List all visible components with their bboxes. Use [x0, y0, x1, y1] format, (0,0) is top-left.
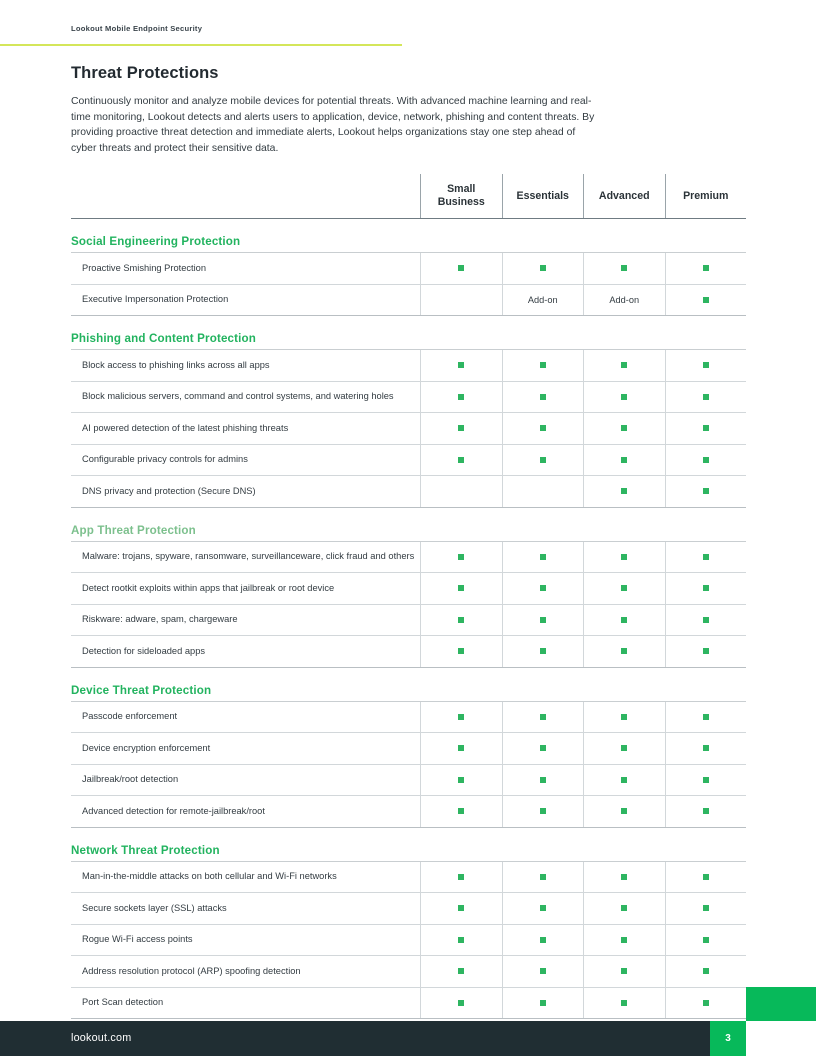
check-square-icon — [703, 488, 709, 494]
cell-included — [665, 636, 747, 667]
check-square-icon — [458, 648, 464, 654]
cell-addon: Add-on — [502, 285, 584, 316]
page-number-badge: 3 — [710, 1021, 746, 1056]
check-square-icon — [458, 968, 464, 974]
cell-included — [665, 796, 747, 827]
cell-included — [583, 476, 665, 507]
table-header-plan-advanced: Advanced — [583, 174, 665, 218]
feature-label: Advanced detection for remote-jailbreak/root — [82, 805, 265, 816]
section-header-social-engineering-protection — [71, 219, 746, 253]
feature-label: Detect rootkit exploits within apps that jailbreak or root device — [82, 582, 335, 593]
cell-included — [420, 862, 502, 893]
check-square-icon — [703, 265, 709, 271]
check-square-icon — [621, 937, 627, 943]
check-square-icon — [703, 874, 709, 880]
table-row — [71, 573, 746, 605]
check-square-icon — [458, 777, 464, 783]
check-square-icon — [621, 808, 627, 814]
cell-included — [583, 796, 665, 827]
cell-included — [583, 605, 665, 636]
check-square-icon — [621, 714, 627, 720]
cell-included — [502, 988, 584, 1019]
cell-included — [502, 925, 584, 956]
check-square-icon — [458, 425, 464, 431]
section-title-label: Network Threat Protection — [71, 843, 220, 857]
check-square-icon — [703, 808, 709, 814]
cell-included — [583, 733, 665, 764]
cell-included — [420, 350, 502, 381]
check-square-icon — [621, 617, 627, 623]
page-intro-block — [71, 64, 747, 156]
plan-comparison-table — [71, 174, 746, 1019]
cell-included — [665, 476, 747, 507]
feature-label: Man-in-the-middle attacks on both cellular and Wi-Fi networks — [82, 871, 337, 882]
cell-included — [665, 988, 747, 1019]
table-header-row — [71, 174, 746, 219]
check-square-icon — [540, 648, 546, 654]
check-square-icon — [703, 585, 709, 591]
check-square-icon — [621, 554, 627, 560]
feature-label: DNS privacy and protection (Secure DNS) — [82, 485, 256, 496]
cell-included — [665, 413, 747, 444]
check-square-icon — [703, 937, 709, 943]
check-square-icon — [540, 585, 546, 591]
feature-label: Device encryption enforcement — [82, 742, 211, 753]
cell-included — [665, 862, 747, 893]
cell-included — [665, 285, 747, 316]
footer-green-accent-block — [746, 987, 816, 1021]
cell-included — [665, 925, 747, 956]
feature-label: Port Scan detection — [82, 997, 164, 1008]
check-square-icon — [540, 617, 546, 623]
check-square-icon — [540, 362, 546, 368]
check-square-icon — [458, 808, 464, 814]
cell-included — [665, 702, 747, 733]
page-title: Threat Protections — [71, 64, 219, 82]
check-square-icon — [703, 1000, 709, 1006]
cell-included — [583, 542, 665, 573]
check-square-icon — [703, 745, 709, 751]
cell-included — [420, 893, 502, 924]
cell-included — [665, 605, 747, 636]
check-square-icon — [621, 1000, 627, 1006]
cell-included — [665, 382, 747, 413]
check-square-icon — [703, 777, 709, 783]
check-square-icon — [540, 874, 546, 880]
feature-label: Rogue Wi-Fi access points — [82, 934, 193, 945]
header-rule-divider — [0, 44, 402, 46]
cell-empty — [502, 476, 584, 507]
table-row — [71, 542, 746, 574]
cell-included — [420, 382, 502, 413]
page-intro-paragraph: Continuously monitor and analyze mobile devices for potential threats. With advanced machine learning and real-time monitoring, Lookout detects and alerts users to application, device, network, phishing and content threats. By providing proactive threat detection and immediate alerts, Lookout helps organizations stay one step ahead of cyber threats and protect their sensitive data. — [71, 96, 595, 154]
check-square-icon — [703, 457, 709, 463]
section-header-phishing-and-content-protection — [71, 316, 746, 350]
feature-label: AI powered detection of the latest phishing threats — [82, 422, 289, 433]
check-square-icon — [540, 457, 546, 463]
table-row — [71, 605, 746, 637]
check-square-icon — [703, 362, 709, 368]
cell-included — [583, 956, 665, 987]
cell-included — [420, 988, 502, 1019]
check-square-icon — [703, 905, 709, 911]
check-square-icon — [703, 425, 709, 431]
check-square-icon — [621, 488, 627, 494]
table-row — [71, 636, 746, 668]
table-row — [71, 893, 746, 925]
feature-label: Riskware: adware, spam, chargeware — [82, 614, 238, 625]
cell-included — [665, 445, 747, 476]
cell-included — [583, 988, 665, 1019]
cell-included — [665, 765, 747, 796]
section-title-label: App Threat Protection — [71, 523, 196, 537]
feature-label: Jailbreak/root detection — [82, 774, 179, 785]
check-square-icon — [703, 297, 709, 303]
cell-included — [502, 445, 584, 476]
cell-included — [583, 350, 665, 381]
check-square-icon — [540, 905, 546, 911]
cell-included — [583, 702, 665, 733]
check-square-icon — [703, 554, 709, 560]
check-square-icon — [621, 394, 627, 400]
feature-label: Detection for sideloaded apps — [82, 645, 206, 656]
check-square-icon — [458, 554, 464, 560]
check-square-icon — [703, 394, 709, 400]
check-square-icon — [458, 745, 464, 751]
cell-included — [502, 796, 584, 827]
table-row — [71, 350, 746, 382]
cell-included — [502, 702, 584, 733]
cell-included — [420, 605, 502, 636]
check-square-icon — [540, 937, 546, 943]
cell-included — [665, 573, 747, 604]
cell-included — [502, 636, 584, 667]
table-row — [71, 285, 746, 317]
cell-included — [665, 956, 747, 987]
cell-included — [420, 956, 502, 987]
check-square-icon — [621, 968, 627, 974]
check-square-icon — [540, 745, 546, 751]
cell-included — [502, 382, 584, 413]
cell-included — [665, 350, 747, 381]
table-row — [71, 702, 746, 734]
cell-included — [502, 956, 584, 987]
section-title-label: Device Threat Protection — [71, 683, 212, 697]
table-row — [71, 765, 746, 797]
check-square-icon — [540, 777, 546, 783]
check-square-icon — [540, 265, 546, 271]
cell-included — [502, 413, 584, 444]
check-square-icon — [540, 1000, 546, 1006]
cell-included — [665, 253, 747, 284]
cell-included — [502, 862, 584, 893]
cell-included — [583, 765, 665, 796]
check-square-icon — [540, 968, 546, 974]
feature-label: Block access to phishing links across all apps — [82, 359, 270, 370]
check-square-icon — [458, 585, 464, 591]
cell-included — [502, 350, 584, 381]
cell-included — [583, 573, 665, 604]
check-square-icon — [458, 905, 464, 911]
table-row — [71, 382, 746, 414]
cell-included — [420, 733, 502, 764]
table-row — [71, 862, 746, 894]
check-square-icon — [540, 554, 546, 560]
cell-included — [420, 925, 502, 956]
cell-included — [665, 733, 747, 764]
check-square-icon — [621, 648, 627, 654]
check-square-icon — [540, 425, 546, 431]
cell-included — [502, 573, 584, 604]
table-row — [71, 253, 746, 285]
footer-website-label: lookout.com — [71, 1032, 132, 1044]
check-square-icon — [621, 457, 627, 463]
cell-included — [583, 893, 665, 924]
check-square-icon — [621, 362, 627, 368]
cell-included — [420, 702, 502, 733]
cell-included — [420, 542, 502, 573]
cell-included — [583, 636, 665, 667]
section-title-label: Social Engineering Protection — [71, 235, 241, 248]
cell-included — [420, 796, 502, 827]
cell-included — [420, 636, 502, 667]
cell-included — [502, 253, 584, 284]
table-header-plan-essentials: Essentials — [502, 174, 584, 218]
cell-included — [420, 445, 502, 476]
check-square-icon — [458, 394, 464, 400]
cell-included — [665, 893, 747, 924]
section-header-device-threat-protection — [71, 668, 746, 702]
cell-included — [502, 605, 584, 636]
cell-included — [420, 573, 502, 604]
section-header-app-threat-protection — [71, 508, 746, 542]
table-row — [71, 956, 746, 988]
check-square-icon — [540, 808, 546, 814]
feature-label: Proactive Smishing Protection — [82, 262, 207, 273]
check-square-icon — [458, 1000, 464, 1006]
check-square-icon — [458, 714, 464, 720]
check-square-icon — [621, 585, 627, 591]
check-square-icon — [621, 745, 627, 751]
cell-empty — [420, 476, 502, 507]
check-square-icon — [458, 362, 464, 368]
check-square-icon — [621, 905, 627, 911]
feature-label: Address resolution protocol (ARP) spoofing detection — [82, 965, 301, 976]
cell-included — [420, 253, 502, 284]
feature-label: Executive Impersonation Protection — [82, 294, 229, 305]
feature-label: Passcode enforcement — [82, 711, 178, 722]
feature-label: Configurable privacy controls for admins — [82, 454, 248, 465]
check-square-icon — [621, 874, 627, 880]
cell-included — [583, 253, 665, 284]
check-square-icon — [458, 617, 464, 623]
cell-empty — [420, 285, 502, 316]
check-square-icon — [540, 714, 546, 720]
feature-label: Block malicious servers, command and control systems, and watering holes — [82, 391, 394, 402]
cell-included — [583, 925, 665, 956]
cell-addon: Add-on — [583, 285, 665, 316]
check-square-icon — [458, 265, 464, 271]
cell-included — [583, 862, 665, 893]
cell-included — [583, 445, 665, 476]
table-header-plan-premium: Premium — [665, 174, 747, 218]
feature-label: Secure sockets layer (SSL) attacks — [82, 902, 227, 913]
check-square-icon — [458, 874, 464, 880]
check-square-icon — [703, 617, 709, 623]
check-square-icon — [703, 714, 709, 720]
check-square-icon — [621, 777, 627, 783]
check-square-icon — [703, 648, 709, 654]
cell-included — [502, 893, 584, 924]
cell-included — [665, 542, 747, 573]
table-header-plan-small-business: Small Business — [420, 174, 502, 218]
cell-included — [583, 413, 665, 444]
cell-included — [502, 765, 584, 796]
section-header-network-threat-protection — [71, 828, 746, 862]
table-row — [71, 413, 746, 445]
table-row — [71, 733, 746, 765]
table-header-feature-cell — [71, 174, 420, 218]
running-header-title: Lookout Mobile Endpoint Security — [71, 24, 203, 33]
section-title-label: Phishing and Content Protection — [71, 332, 256, 345]
check-square-icon — [621, 425, 627, 431]
table-row — [71, 476, 746, 508]
cell-included — [502, 542, 584, 573]
table-row — [71, 988, 746, 1020]
feature-label: Malware: trojans, spyware, ransomware, surveillanceware, click fraud and others — [82, 551, 415, 562]
check-square-icon — [703, 968, 709, 974]
check-square-icon — [458, 457, 464, 463]
check-square-icon — [621, 265, 627, 271]
running-header — [0, 0, 816, 46]
table-row — [71, 925, 746, 957]
cell-included — [583, 382, 665, 413]
table-row — [71, 445, 746, 477]
table-row — [71, 796, 746, 828]
cell-included — [502, 733, 584, 764]
check-square-icon — [458, 937, 464, 943]
cell-included — [420, 765, 502, 796]
cell-included — [420, 413, 502, 444]
check-square-icon — [540, 394, 546, 400]
